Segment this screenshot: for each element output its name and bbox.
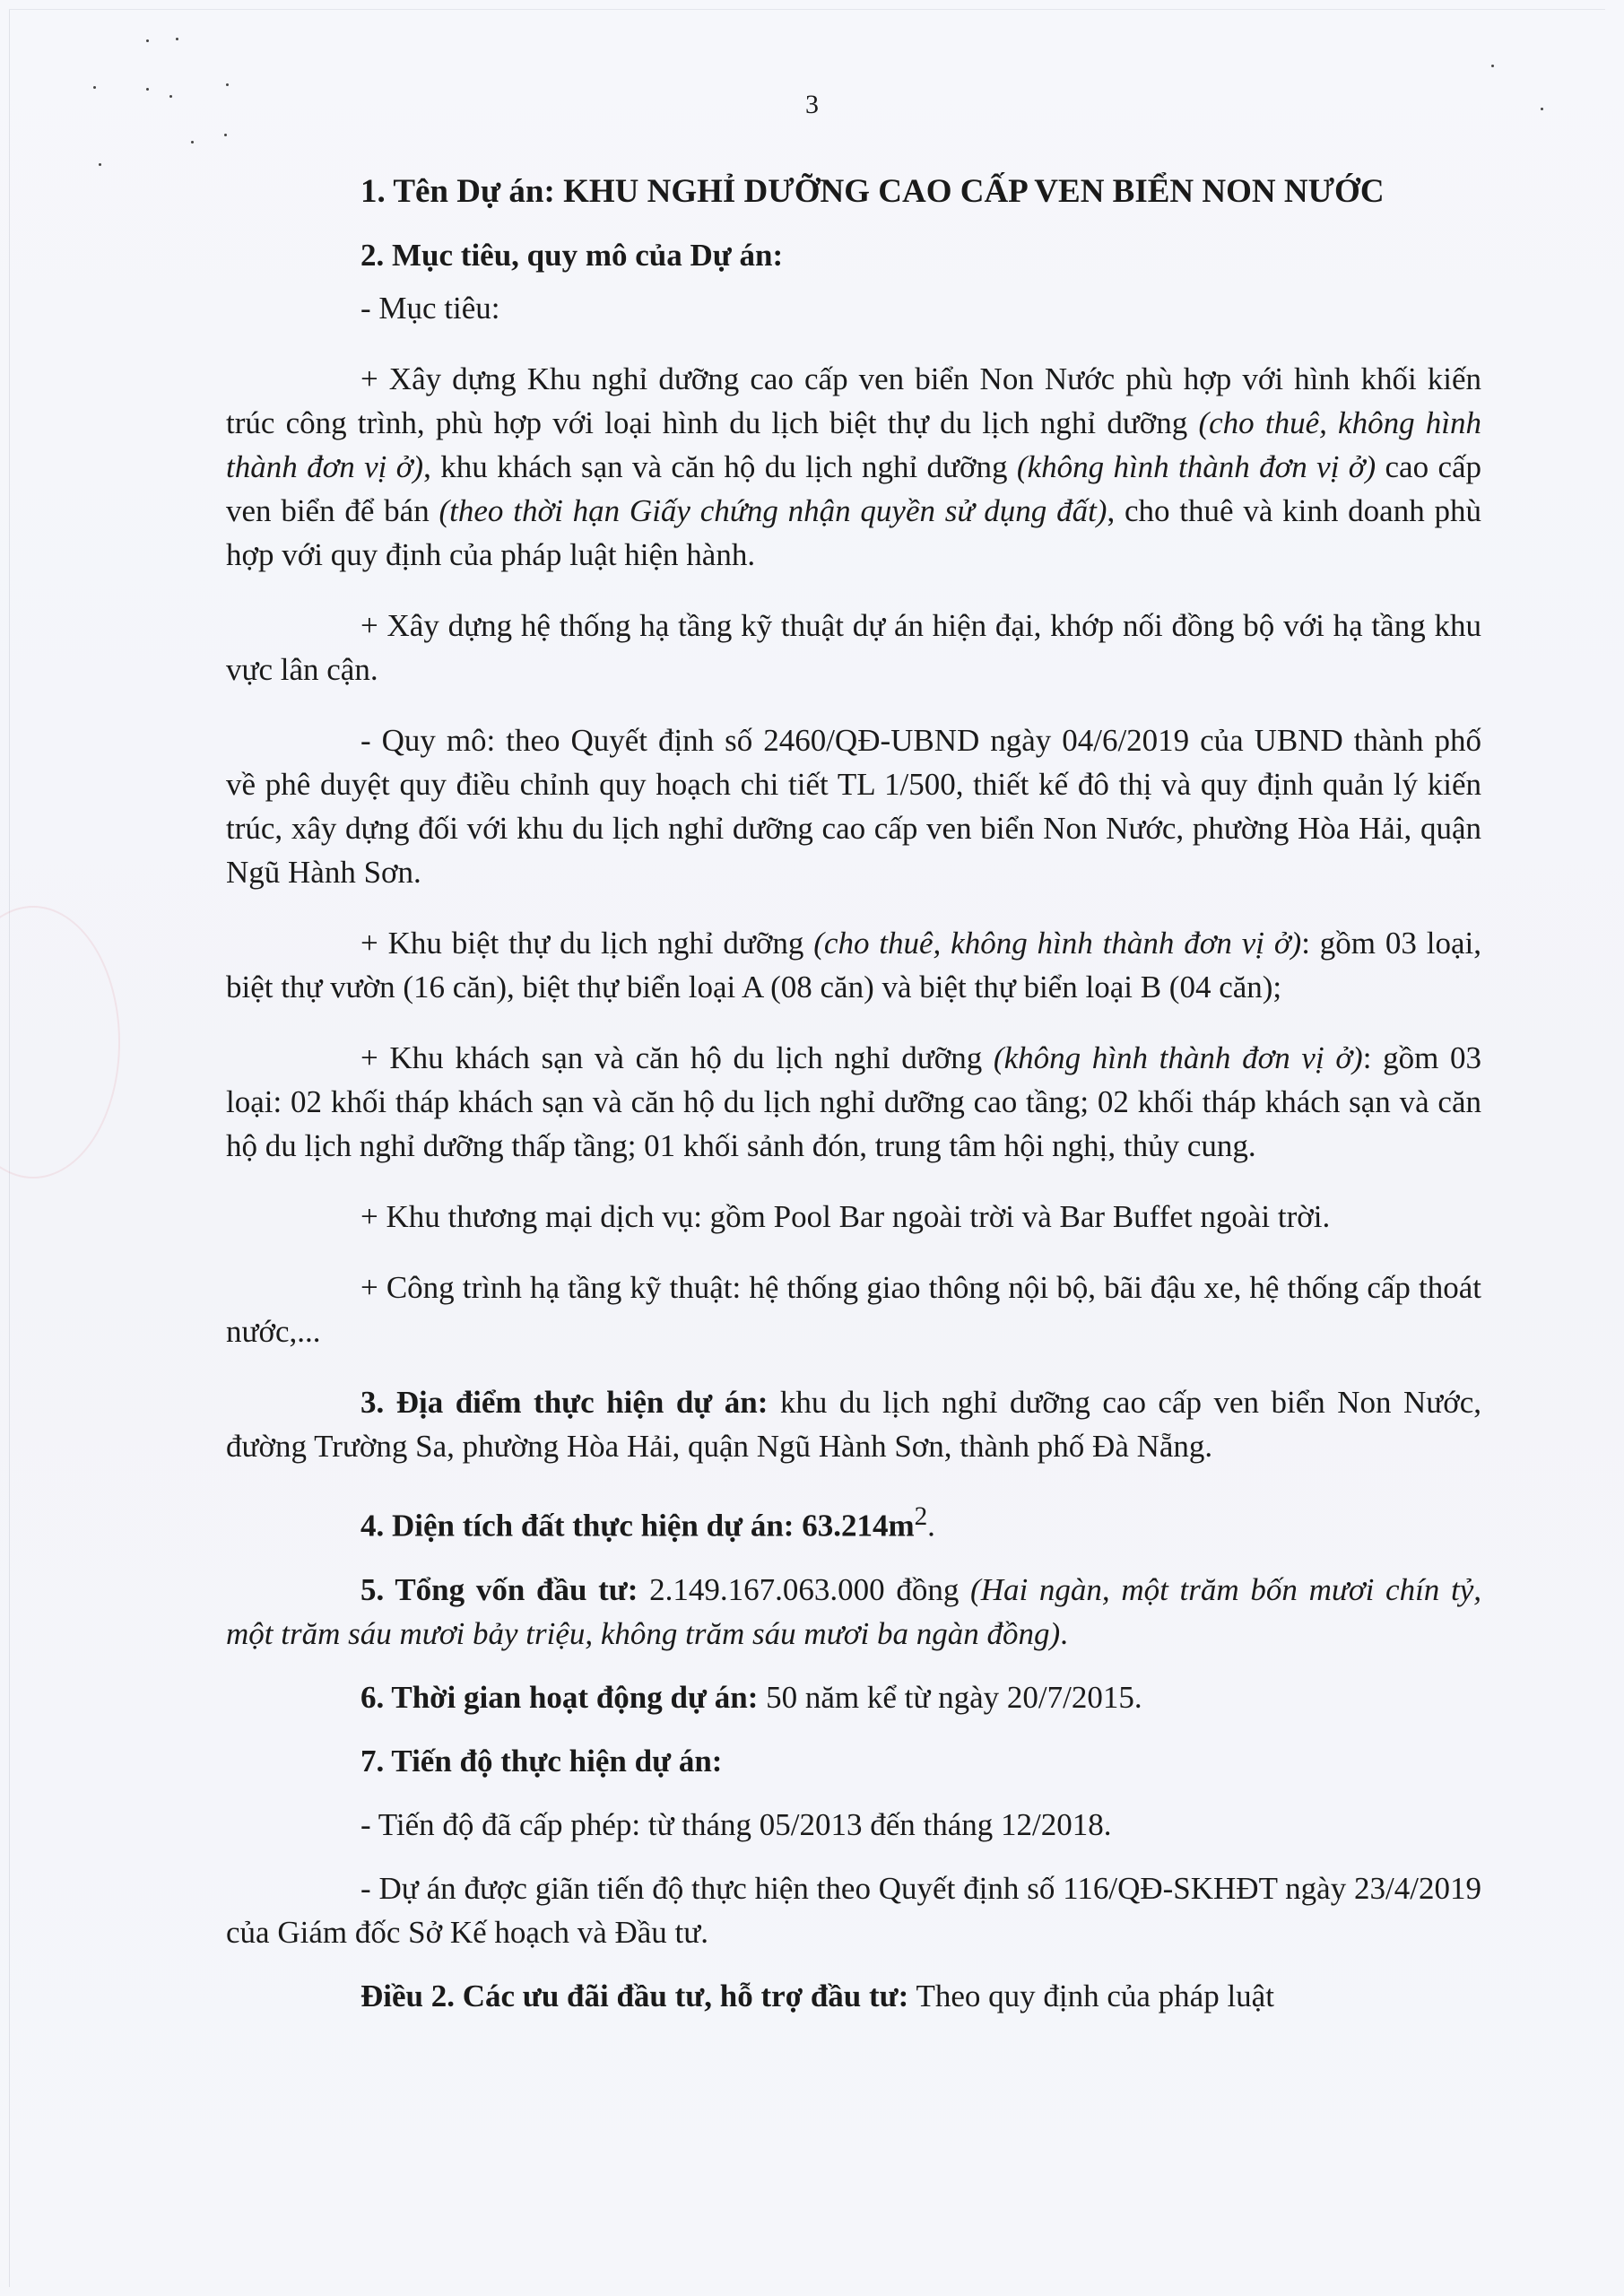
objective-item-2: + Xây dựng hệ thống hạ tầng kỹ thuật dự án hiện đại, khớp nối đồng bộ với hạ tầng khu vực lân cận. xyxy=(226,608,1481,687)
faded-stamp-mark xyxy=(0,906,120,1178)
section-5-total-investment: 5. Tổng vốn đầu tư: 2.149.167.063.000 đồng (Hai ngàn, một trăm bốn mươi chín tỷ, một trăm sáu mươi bảy triệu, không trăm sáu mươi ba ngàn đồng). xyxy=(226,1571,1482,1651)
section-3-label: 3. Địa điểm thực hiện dự án: xyxy=(360,1385,769,1420)
article-2 xyxy=(226,1974,1481,2018)
schedule-extended: - Dự án được giãn tiến độ thực hiện theo Quyết định số 116/QĐ-SKHĐT ngày 23/4/2019 của Giám đốc Sở Kế hoạch và Đầu tư. xyxy=(226,1870,1481,1950)
document-body xyxy=(226,170,1481,2018)
scan-speck xyxy=(224,134,227,136)
scale-item-infrastructure: + Công trình hạ tầng kỹ thuật: hệ thống giao thông nội bộ, bãi đậu xe, hệ thống cấp thoát nước,... xyxy=(226,1270,1481,1349)
scale-item-commerce: + Khu thương mại dịch vụ: gồm Pool Bar ngoài trời và Bar Buffet ngoài trời. xyxy=(360,1199,1331,1234)
article-2-value: Theo quy định của pháp luật xyxy=(908,1978,1274,2013)
scan-speck xyxy=(176,38,178,40)
scale-item-villas: + Khu biệt thự du lịch nghỉ dưỡng (cho thuê, không hình thành đơn vị ở): gồm 03 loại, biệt thự vườn (16 căn), biệt thự biển loại A (08 căn) và biệt thự biển loại B (04 căn); xyxy=(226,926,1481,1004)
project-name: KHU NGHỈ DƯỠNG CAO CẤP VEN BIỂN NON NƯỚC xyxy=(563,173,1385,210)
page-number: 3 xyxy=(805,90,819,119)
section-4-area: 4. Diện tích đất thực hiện dự án: $63.214m^2$. xyxy=(360,1502,935,1544)
section-4-label: 4. Diện tích đất thực hiện dự án: 63.214m xyxy=(360,1508,915,1544)
investment-amount-words: (Hai ngàn, một trăm bốn mươi chín tỷ, một trăm sáu mươi bảy triệu, không trăm sáu mươi ba ngàn đồng) xyxy=(226,1571,1482,1651)
article-2-label: Điều 2. Các ưu đãi đầu tư, hỗ trợ đầu tư: xyxy=(360,1978,909,2013)
objective-label: - Mục tiêu: xyxy=(360,291,500,326)
location-value: khu du lịch nghỉ dưỡng cao cấp ven biển Non Nước, đường Trường Sa, phường Hòa Hải, quận Ngũ Hành Sơn, thành phố Đà Nẵng. xyxy=(226,1385,1481,1464)
scale-description: - Quy mô: theo Quyết định số 2460/QĐ-UBND ngày 04/6/2019 của UBND thành phố về phê duyệt quy điều chỉnh quy hoạch chi tiết TL 1/500, thiết kế đô thị và quy định quản lý kiến trúc, xây dựng đối với khu du lịch nghỉ dưỡng cao cấp ven biển Non Nước, phường Hòa Hải, quận Ngũ Hành Sơn. xyxy=(226,723,1481,890)
section-6-duration xyxy=(226,1675,1481,1719)
section-2-heading xyxy=(226,233,1481,277)
scan-speck xyxy=(226,83,229,86)
scale-item-hotels: + Khu khách sạn và căn hộ du lịch nghỉ dưỡng (không hình thành đơn vị ở): gồm 03 loại: 02 khối tháp khách sạn và căn hộ du lịch nghỉ dưỡng cao tầng; 02 khối tháp khách sạn và căn hộ du lịch nghỉ dưỡng thấp tầng; 01 khối sảnh đón, trung tâm hội nghị, thủy cung. xyxy=(226,1040,1481,1163)
scan-speck xyxy=(1491,65,1494,67)
investment-amount: 2.149.167.063.000 đồng xyxy=(638,1571,971,1607)
scan-speck xyxy=(146,39,149,42)
scan-edge-top xyxy=(9,9,1605,10)
scan-speck xyxy=(191,141,194,144)
section-1-project-name xyxy=(226,170,1481,213)
scan-speck xyxy=(93,86,96,89)
objective-item-1: + Xây dựng Khu nghỉ dưỡng cao cấp ven biển Non Nước phù hợp với hình khối kiến trúc công trình, phù hợp với loại hình du lịch biệt thự du lịch nghỉ dưỡng (cho thuê, không hình thành đơn vị ở), khu khách sạn và căn hộ du lịch nghỉ dưỡng (không hình thành đơn vị ở) cao cấp ven biển để bán (theo thời hạn Giấy chứng nhận quyền sử dụng đất), cho thuê và kinh doanh phù hợp với quy định của pháp luật hiện hành. xyxy=(226,361,1482,572)
schedule-licensed: - Tiến độ đã cấp phép: từ tháng 05/2013 đến tháng 12/2018. xyxy=(360,1806,1112,1842)
scan-speck xyxy=(99,163,101,166)
duration-value: 50 năm kể từ ngày 20/7/2015. xyxy=(758,1679,1142,1715)
section-1-label: 1. Tên Dự án: xyxy=(360,173,555,210)
section-6-label: 6. Thời gian hoạt động dự án: xyxy=(360,1679,759,1715)
section-7-heading xyxy=(226,1739,1481,1783)
section-3-location xyxy=(226,1380,1481,1468)
section-5-label: 5. Tổng vốn đầu tư: xyxy=(360,1571,638,1607)
section-7-title: 7. Tiến độ thực hiện dự án: xyxy=(360,1743,723,1779)
section-2-title: 2. Mục tiêu, quy mô của Dự án: xyxy=(360,238,784,273)
